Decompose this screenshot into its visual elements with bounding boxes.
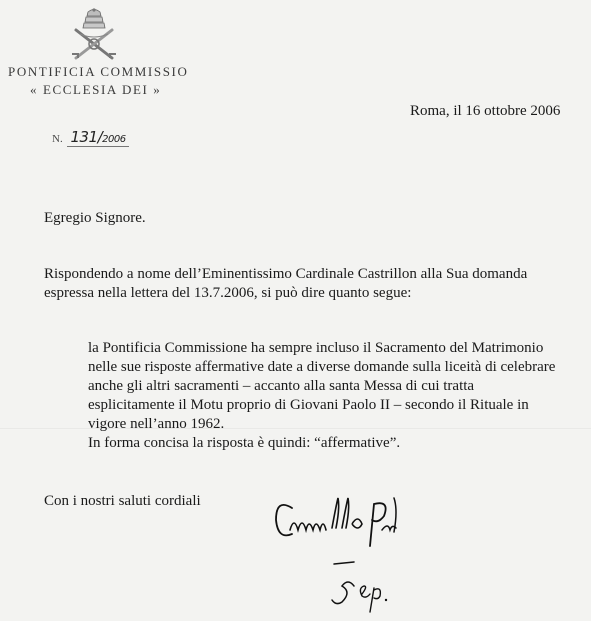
date-line: Roma, il 16 ottobre 2006: [410, 103, 561, 119]
quote-line: nelle sue risposte affermative date a diverse domande sulla liceità di celebrare: [88, 359, 556, 375]
quote-line: anche gli altri sacramenti – accanto alla santa Messa di cui tratta: [88, 378, 475, 394]
letterhead-line-1: PONTIFICIA COMMISSIO: [8, 64, 189, 79]
quote-line: la Pontificia Commissione ha sempre incluso il Sacramento del Matrimonio: [88, 340, 544, 356]
intro-line: Rispondendo a nome dell’Eminentissimo Cardinale Castrillon alla Sua domanda: [44, 266, 528, 282]
closing-line: Con i nostri saluti cordiali: [44, 493, 201, 509]
quote-line: vigore nell’anno 1962.: [88, 416, 225, 432]
protocol-prefix: N.: [52, 133, 63, 145]
handwritten-signature: [270, 490, 410, 615]
protocol-handwritten-number: [67, 128, 128, 147]
intro-line: espressa nella lettera del 13.7.2006, si può dire quanto segue:: [44, 285, 412, 301]
protocol-number: [52, 128, 129, 146]
quote-line: In forma concisa la risposta è quindi: “affermative”.: [88, 435, 401, 451]
protocol-number-value: 131/: [70, 128, 103, 146]
papal-coat-of-arms-icon: [66, 8, 122, 60]
salutation: Egregio Signore.: [44, 210, 146, 226]
quoted-answer-paragraph: [88, 339, 588, 453]
protocol-year: 2006: [102, 134, 126, 145]
letterhead-line-2: « ECCLESIA DEI »: [30, 82, 162, 97]
intro-paragraph: [44, 265, 584, 303]
quote-line: esplicitamente il Motu proprio di Giovani Paolo II – secondo il Rituale in: [88, 397, 529, 413]
